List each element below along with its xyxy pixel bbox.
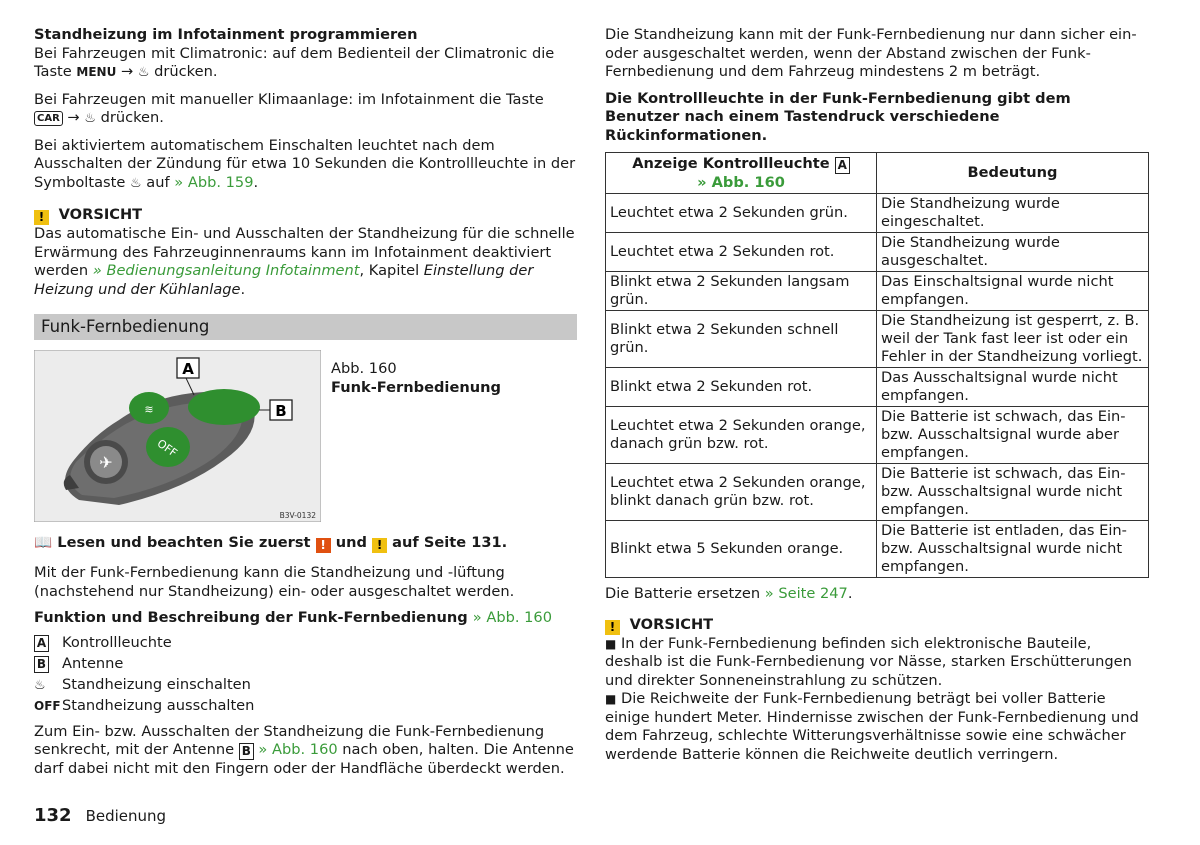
figure-image	[34, 350, 321, 522]
paragraph-intro: Mit der Funk-Fernbedienung kann die Standheizung und -lüftung (nachstehend nur Standheizung) ein- oder ausgeschaltet werden.	[34, 564, 515, 600]
fig-code: B3V-0132	[279, 511, 316, 520]
heat-icon: ♨	[34, 677, 46, 693]
bullet-icon: ■	[605, 636, 617, 651]
off-label: OFF	[154, 436, 180, 460]
table-row	[606, 233, 1149, 272]
function-heading: Funktion und Beschreibung der Funk-Fernbedienung » Abb. 160	[34, 609, 552, 626]
meaning-cell: Die Batterie ist schwach, das Ein- bzw. Ausschaltsignal wurde nicht empfangen.	[877, 464, 1149, 521]
indicator-cell: Blinkt etwa 2 Sekunden rot.	[606, 368, 877, 407]
book-icon: 📖	[34, 534, 53, 551]
ref-link-fig160[interactable]: » Abb. 160	[697, 173, 785, 191]
indicator-cell: Blinkt etwa 5 Sekunden orange.	[606, 521, 877, 578]
warning-bullet: ■ Die Reichweite der Funk-Fernbedienung beträgt bei voller Batterie einige hundert Meter. Hindernisse zwischen der Funk-Fernbedienung und dem Fahrzeug, schlechte Witterungsverhältnisse sowie eine schwächer werdende Batterie können die Reichweite deutlich verringern.	[605, 690, 1139, 763]
right-column	[605, 26, 1149, 764]
chapter-name: Bedienung	[85, 807, 167, 825]
section-heading: Funk-Fernbedienung	[34, 314, 577, 340]
meaning-cell: Das Einschaltsignal wurde nicht empfangen.	[877, 272, 1149, 311]
indicator-cell: Leuchtet etwa 2 Sekunden orange, blinkt danach grün bzw. rot.	[606, 464, 877, 521]
fig-label-a: A	[182, 360, 194, 378]
warning-icon: !	[34, 210, 49, 225]
paragraph-manual: Bei Fahrzeugen mit manueller Klimaanlage: im Infotainment die Taste CAR → ♨ drücken.	[34, 90, 544, 126]
svg-text:≋: ≋	[144, 403, 154, 416]
warning-text: Das automatische Ein- und Ausschalten der Standheizung für die schnelle Erwärmung des Fahrzeuginnenraums kann im Infotainment deaktiviert werden » Bedienungsanleitung Infotainment, Kapitel Einstellung der Heizung und der Kühlanlage.	[34, 225, 575, 298]
remote-key-illustration	[34, 350, 321, 522]
meaning-cell: Die Standheizung wurde eingeschaltet.	[877, 194, 1149, 233]
fig-title: Funk-Fernbedienung	[331, 378, 501, 396]
battery-note: Die Batterie ersetzen » Seite 247.	[605, 585, 853, 602]
page-number: 132	[34, 805, 72, 826]
list-item: ♨ Standheizung einschalten	[34, 675, 251, 693]
warning-icon: !	[372, 538, 387, 553]
fig-number: Abb. 160	[331, 360, 397, 377]
table-row	[606, 311, 1149, 368]
table-header-meaning: Bedeutung	[877, 153, 1149, 194]
label-a: A	[835, 157, 850, 174]
table-row	[606, 521, 1149, 578]
ref-link-fig159[interactable]: » Abb. 159	[174, 173, 254, 191]
indicator-cell: Leuchtet etwa 2 Sekunden grün.	[606, 194, 877, 233]
paragraph-distance: Die Standheizung kann mit der Funk-Fernbedienung nur dann sicher ein- oder ausgeschaltet werden, wenn der Abstand zwischen der Funk-Fernbedienung und dem Fahrzeug mindestens 2 m beträgt.	[605, 26, 1137, 80]
label-b: B	[239, 743, 254, 760]
indicator-cell: Leuchtet etwa 2 Sekunden rot.	[606, 233, 877, 272]
heat-icon: ♨	[129, 175, 142, 191]
car-key: CAR	[34, 111, 63, 126]
function-list	[34, 632, 577, 716]
table-row	[606, 464, 1149, 521]
label-b: B	[34, 656, 49, 673]
paragraph-feedback: Die Kontrollleuchte in der Funk-Fernbedienung gibt dem Benutzer nach einem Tastendruck verschiedene Rückinformationen.	[605, 89, 1071, 144]
meaning-cell: Das Ausschaltsignal wurde nicht empfangen.	[877, 368, 1149, 407]
list-item: OFF Standheizung ausschalten	[34, 696, 255, 714]
svg-text:✈: ✈	[99, 453, 113, 472]
left-column	[34, 26, 577, 779]
figure-caption	[321, 350, 577, 522]
table-row	[606, 194, 1149, 233]
danger-icon: !	[316, 538, 331, 553]
ref-link-fig160[interactable]: » Abb. 160	[472, 609, 552, 626]
heat-icon: ♨	[137, 65, 150, 80]
table-row	[606, 407, 1149, 464]
list-item: A Kontrollleuchte	[34, 632, 577, 653]
ref-link-infotainment[interactable]: » Bedienungsanleitung Infotainment	[92, 262, 360, 279]
table-body	[606, 194, 1149, 578]
warning-icon: !	[605, 620, 620, 635]
ref-link-fig160[interactable]: » Abb. 160	[258, 741, 338, 758]
warning-bullet: ■ In der Funk-Fernbedienung befinden sich elektronische Bauteile, deshalb ist die Funk-Fernbedienung vor Nässe, starken Erschütterungen und direkter Sonneneinstrahlung zu schützen.	[605, 634, 1132, 689]
indicator-cell: Blinkt etwa 2 Sekunden schnell grün.	[606, 311, 877, 368]
indicator-cell: Leuchtet etwa 2 Sekunden orange, danach grün bzw. rot.	[606, 407, 877, 464]
table-row	[606, 368, 1149, 407]
indicator-table	[605, 152, 1149, 578]
fig-label-b: B	[275, 402, 287, 420]
warning-heading: ! VORSICHT	[605, 616, 1149, 635]
paragraph-antenna: Zum Ein- bzw. Ausschalten der Standheizung die Funk-Fernbedienung senkrecht, mit der Antenne B » Abb. 160 nach oben, halten. Die Antenne darf dabei nicht mit den Fingern oder der Handfläche überdeckt werden.	[34, 722, 574, 777]
label-a: A	[34, 635, 49, 652]
warning-heading: ! VORSICHT	[34, 206, 577, 225]
list-item: B Antenne	[34, 653, 577, 674]
paragraph-climatronic: Bei Fahrzeugen mit Climatronic: auf dem Bedienteil der Climatronic die Taste MENU → ♨ drücken.	[34, 44, 555, 80]
meaning-cell: Die Batterie ist entladen, das Ein- bzw. Ausschaltsignal wurde nicht empfangen.	[877, 521, 1149, 578]
page-footer	[34, 805, 166, 826]
paragraph-auto: Bei aktiviertem automatischem Einschalten leuchtet nach dem Ausschalten der Zündung für etwa 10 Sekunden die Kontrollleuchte in der Symboltaste ♨ auf » Abb. 159.	[34, 136, 576, 191]
heat-icon: ♨	[84, 111, 96, 126]
heading-program: Standheizung im Infotainment programmieren	[34, 26, 418, 43]
table-header-indicator: Anzeige Kontrollleuchte A » Abb. 160	[606, 153, 877, 194]
meaning-cell: Die Standheizung ist gesperrt, z. B. weil der Tank fast leer ist oder ein Fehler in der Standheizung vorliegt.	[877, 311, 1149, 368]
read-first-note: 📖 Lesen und beachten Sie zuerst ! und ! auf Seite 131.	[34, 534, 508, 552]
indicator-cell: Blinkt etwa 2 Sekunden langsam grün.	[606, 272, 877, 311]
off-icon: OFF	[34, 698, 61, 713]
table-row	[606, 272, 1149, 311]
bullet-icon: ■	[605, 692, 617, 706]
figure-160	[34, 350, 577, 522]
ref-link-page247[interactable]: » Seite 247	[764, 585, 848, 602]
menu-key: MENU	[76, 65, 117, 79]
meaning-cell: Die Batterie ist schwach, das Ein- bzw. Ausschaltsignal wurde aber empfangen.	[877, 407, 1149, 464]
meaning-cell: Die Standheizung wurde ausgeschaltet.	[877, 233, 1149, 272]
